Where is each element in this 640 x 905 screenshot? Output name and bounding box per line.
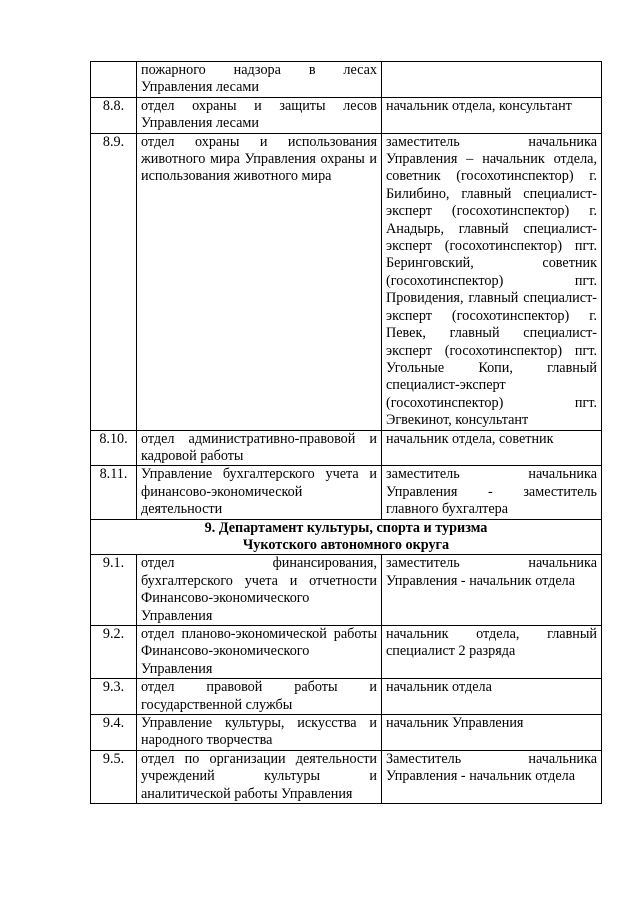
table-row — [91, 626, 602, 679]
position-cell: заместитель начальника Управления – начальник отдела, советник (госохотинспектор) г. Билибино, главный специалист-эксперт (госохотинспектор) г. Анадырь, главный специалист-эксперт (госохотинспектор) пгт. Беринговский, советник (госохотинспектор) пгт. Провидения, главный специалист-эксперт (госохотинспектор) г. Певек, главный специалист-эксперт (госохотинспектор) пгт. Угольные Копи, главный специалист-эксперт (госохотинспектор) пгт. Эгвекинот, консультант — [382, 133, 602, 430]
department-cell: Управление культуры, искусства и народного творчества — [137, 715, 382, 751]
table-row — [91, 62, 602, 98]
table-row — [91, 466, 602, 519]
row-number: 9.5. — [91, 750, 137, 803]
section-heading — [91, 519, 602, 555]
department-cell: отдел охраны и использования животного мира Управления охраны и использования животного мира — [137, 133, 382, 430]
department-cell: отдел по организации деятельности учреждений культуры и аналитической работы Управления — [137, 750, 382, 803]
row-number — [91, 62, 137, 98]
table-row — [91, 97, 602, 133]
table-row — [91, 430, 602, 466]
row-number: 9.1. — [91, 555, 137, 626]
position-cell: заместитель начальника Управления - начальник отдела — [382, 555, 602, 626]
row-number: 9.2. — [91, 626, 137, 679]
row-number: 8.11. — [91, 466, 137, 519]
section-heading-line1: 9. Департамент культуры, спорта и туризма — [204, 519, 488, 536]
table-row — [91, 555, 602, 626]
section-header-row — [91, 519, 602, 555]
position-cell: начальник отдела — [382, 679, 602, 715]
position-cell: начальник отдела, советник — [382, 430, 602, 466]
department-cell: отдел планово-экономической работы Финансово-экономического Управления — [137, 626, 382, 679]
row-number: 8.10. — [91, 430, 137, 466]
table-row — [91, 679, 602, 715]
department-cell: отдел административно-правовой и кадровой работы — [137, 430, 382, 466]
table-row — [91, 750, 602, 803]
department-cell: пожарного надзора в лесах Управления лесами — [137, 62, 382, 98]
row-number: 8.8. — [91, 97, 137, 133]
section-heading-line2: Чукотского автономного округа — [242, 536, 450, 553]
position-cell: начальник отдела, главный специалист 2 разряда — [382, 626, 602, 679]
department-cell: Управление бухгалтерского учета и финансово-экономической деятельности — [137, 466, 382, 519]
row-number: 9.4. — [91, 715, 137, 751]
position-cell: заместитель начальника Управления - заместитель главного бухгалтера — [382, 466, 602, 519]
table-row — [91, 715, 602, 751]
position-cell — [382, 62, 602, 98]
positions-table — [90, 61, 602, 804]
position-cell: начальник отдела, консультант — [382, 97, 602, 133]
position-cell: начальник Управления — [382, 715, 602, 751]
department-cell: отдел финансирования, бухгалтерского учета и отчетности Финансово-экономического Управления — [137, 555, 382, 626]
department-cell: отдел охраны и защиты лесов Управления лесами — [137, 97, 382, 133]
row-number: 9.3. — [91, 679, 137, 715]
position-cell: Заместитель начальника Управления - начальник отдела — [382, 750, 602, 803]
row-number: 8.9. — [91, 133, 137, 430]
department-cell: отдел правовой работы и государственной службы — [137, 679, 382, 715]
table-row — [91, 133, 602, 430]
